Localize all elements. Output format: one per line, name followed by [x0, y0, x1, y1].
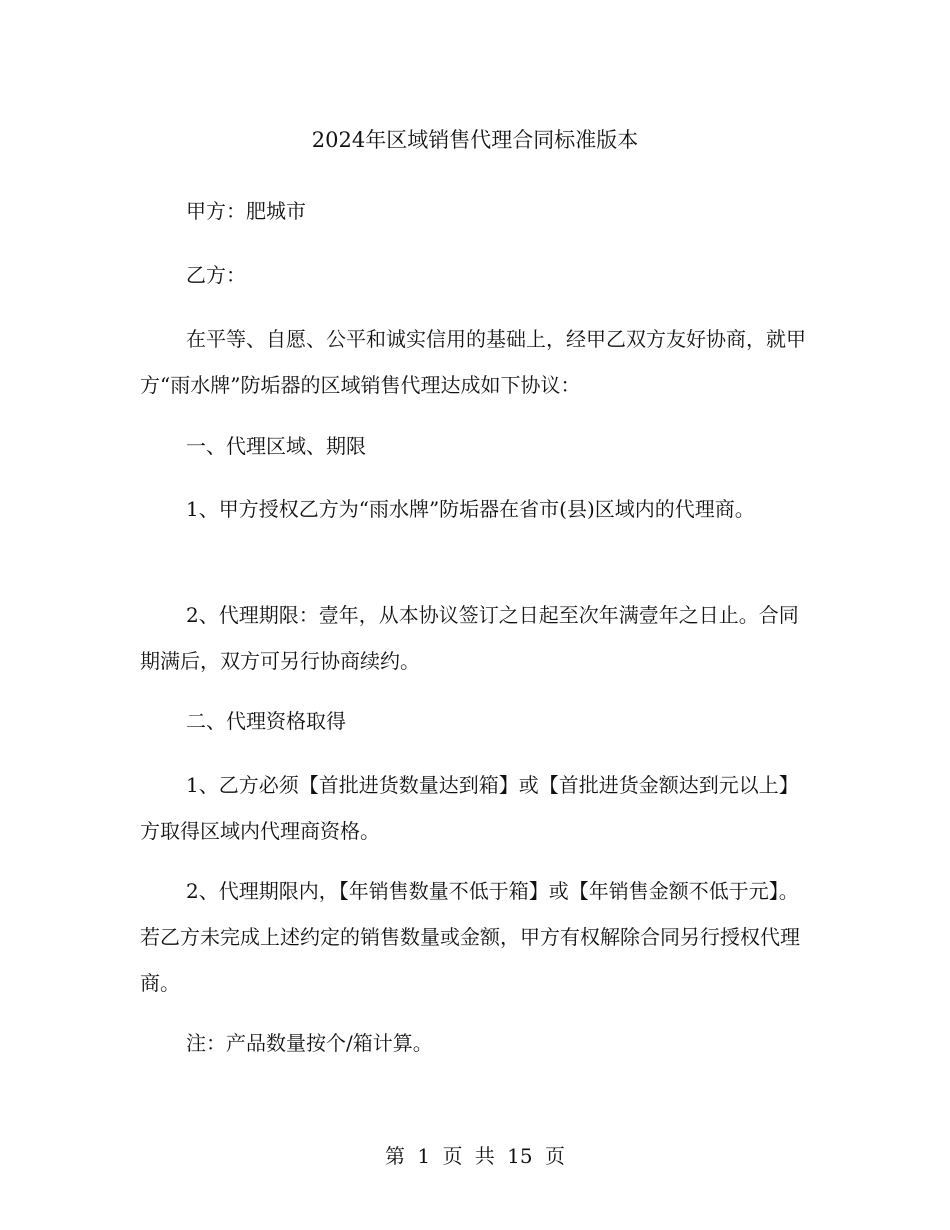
section2-item2: 2、代理期限内，【年销售数量不低于箱】或【年销售金额不低于元】。若乙方未完成上述约定的销售数量或金额，甲方有权解除合同另行授权代理商。 — [140, 879, 800, 995]
section1-item2: 2、代理期限：壹年，从本协议签订之日起至次年满壹年之日止。合同期满后，双方可另行协商续约。 — [140, 603, 799, 673]
page-number-footer: 第 1 页 共 15 页 — [385, 1144, 565, 1168]
section1-heading: 一、代理区域、期限 — [186, 434, 366, 458]
party-a: 甲方：肥城市 — [186, 199, 306, 223]
party-b: 乙方： — [186, 263, 246, 287]
intro-paragraph: 在平等、自愿、公平和诚实信用的基础上，经甲乙双方友好协商，就甲方“雨水牌”防垢器的区域销售代理达成如下协议： — [140, 327, 806, 397]
section2-heading: 二、代理资格取得 — [186, 709, 346, 733]
section1-item1: 1、甲方授权乙方为“雨水牌”防垢器在省市(县)区域内的代理商。 — [186, 497, 755, 521]
note-paragraph: 注：产品数量按个/箱计算。 — [186, 1031, 433, 1055]
document-title: 2024年区域销售代理合同标准版本 — [311, 128, 639, 152]
section2-item1: 1、乙方必须【首批进货数量达到箱】或【首批进货金额达到元以上】方取得区域内代理商资格。 — [140, 773, 799, 843]
